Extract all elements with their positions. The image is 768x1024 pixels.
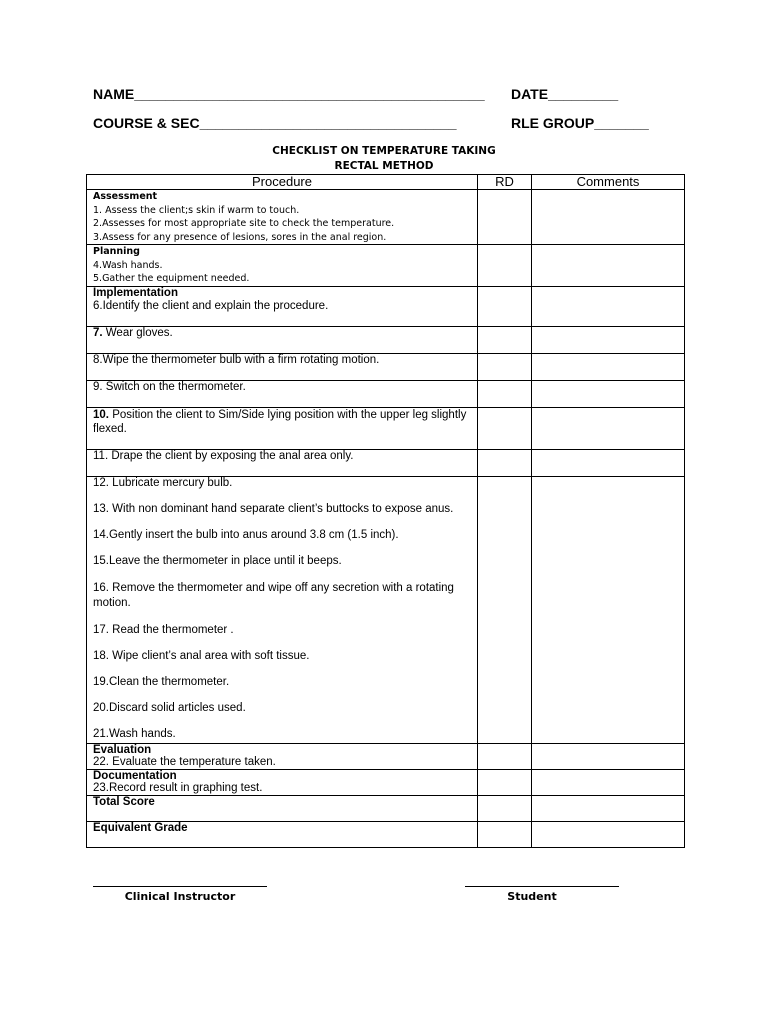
instructor-signature-line[interactable] — [93, 886, 267, 887]
comments-cell[interactable] — [532, 476, 685, 743]
procedure-step: 9. Switch on the thermometer. — [87, 380, 478, 407]
comments-cell[interactable] — [532, 190, 685, 245]
procedure-step: 3.Assess for any presence of lesions, sores in the anal region. — [93, 231, 387, 243]
comments-header: Comments — [532, 175, 685, 190]
rd-cell[interactable] — [478, 476, 532, 743]
comments-cell[interactable] — [532, 795, 685, 821]
comments-cell[interactable] — [532, 821, 685, 847]
procedure-step: 8.Wipe the thermometer bulb with a firm rotating motion. — [87, 353, 478, 380]
comments-cell[interactable] — [532, 326, 685, 353]
procedure-step: 19.Clean the thermometer. — [93, 675, 230, 688]
planning-cell — [87, 245, 478, 287]
procedure-step: 4.Wash hands. — [93, 259, 163, 271]
table-row — [87, 245, 685, 287]
implementation-heading: Implementation — [93, 286, 178, 299]
comments-cell[interactable] — [532, 245, 685, 287]
documentation-cell — [87, 769, 478, 795]
table-row — [87, 821, 685, 847]
procedure-step: 2.Assesses for most appropriate site to check the temperature. — [93, 218, 395, 229]
procedure-step: 23.Record result in graphing test. — [93, 781, 263, 794]
table-row — [87, 407, 685, 449]
procedure-step: 14.Gently insert the bulb into anus around 3.8 cm (1.5 inch). — [93, 528, 399, 541]
procedure-header: Procedure — [87, 175, 478, 190]
procedure-step: 20.Discard solid articles used. — [93, 701, 246, 714]
rle-label: RLE GROUP — [511, 115, 595, 131]
table-header-row — [87, 175, 685, 190]
rd-cell[interactable] — [478, 795, 532, 821]
planning-heading: Planning — [93, 246, 140, 257]
procedure-step: 11. Drape the client by exposing the anal area only. — [87, 449, 478, 476]
procedure-step: 1. Assess the client;s skin if warm to touch. — [93, 204, 300, 216]
rd-cell[interactable] — [478, 190, 532, 245]
rd-cell[interactable] — [478, 769, 532, 795]
procedure-step: 7. Wear gloves. — [87, 326, 478, 353]
procedure-step: 15.Leave the thermometer in place until it beeps. — [93, 554, 342, 567]
course-blank: _________________________________ — [199, 115, 457, 131]
instructor-signature-label: Clinical Instructor — [124, 890, 236, 903]
course-section-field[interactable] — [93, 115, 457, 131]
student-signature-line[interactable] — [465, 886, 619, 887]
table-row — [87, 743, 685, 769]
rd-header: RD — [478, 175, 532, 190]
name-field[interactable] — [93, 86, 485, 102]
table-row — [87, 795, 685, 821]
equivalent-grade-label: Equivalent Grade — [87, 821, 478, 847]
procedure-step: 22. Evaluate the temperature taken. — [93, 755, 276, 768]
procedure-step: 5.Gather the equipment needed. — [93, 273, 250, 284]
comments-cell[interactable] — [532, 407, 685, 449]
rd-cell[interactable] — [478, 821, 532, 847]
comments-cell[interactable] — [532, 743, 685, 769]
assessment-heading: Assessment — [93, 191, 158, 202]
table-row — [87, 353, 685, 380]
documentation-heading: Documentation — [93, 769, 177, 782]
total-score-label: Total Score — [87, 795, 478, 821]
procedure-step: 6.Identify the client and explain the procedure. — [93, 299, 329, 312]
procedure-step: 21.Wash hands. — [93, 727, 176, 740]
assessment-cell — [87, 190, 478, 245]
rd-cell[interactable] — [478, 743, 532, 769]
checklist-table — [86, 174, 685, 848]
table-row — [87, 190, 685, 245]
name-label: NAME — [93, 86, 135, 102]
comments-cell[interactable] — [532, 286, 685, 326]
date-blank: _________ — [548, 86, 619, 102]
table-row — [87, 326, 685, 353]
procedure-step: 10. Position the client to Sim/Side lying position with the upper leg slightly flexed. — [87, 407, 478, 449]
comments-cell[interactable] — [532, 353, 685, 380]
table-row — [87, 286, 685, 326]
table-row — [87, 380, 685, 407]
procedure-step: 12. Lubricate mercury bulb. — [93, 476, 233, 489]
rd-cell[interactable] — [478, 245, 532, 287]
table-row — [87, 476, 685, 743]
table-row — [87, 769, 685, 795]
comments-cell[interactable] — [532, 380, 685, 407]
student-signature-label: Student — [507, 890, 557, 903]
document-subtitle: RECTAL METHOD — [334, 160, 434, 172]
date-label: DATE — [511, 86, 549, 102]
evaluation-cell — [87, 743, 478, 769]
procedure-step: 17. Read the thermometer . — [93, 623, 234, 636]
comments-cell[interactable] — [532, 449, 685, 476]
rle-group-field[interactable] — [511, 115, 649, 131]
rd-cell[interactable] — [478, 407, 532, 449]
implementation-cell — [87, 286, 478, 326]
name-blank: _____________________________________________ — [134, 86, 485, 102]
document-title: CHECKLIST ON TEMPERATURE TAKING — [272, 145, 496, 157]
rd-cell[interactable] — [478, 326, 532, 353]
table-row — [87, 449, 685, 476]
rd-cell[interactable] — [478, 449, 532, 476]
rd-cell[interactable] — [478, 380, 532, 407]
rd-cell[interactable] — [478, 353, 532, 380]
procedure-step: 16. Remove the thermometer and wipe off any secretion with a rotating motion. — [93, 581, 454, 609]
course-label: COURSE & SEC — [93, 115, 200, 131]
procedure-step-group — [87, 476, 478, 743]
date-field[interactable] — [511, 86, 618, 102]
procedure-step: 13. With non dominant hand separate client’s buttocks to expose anus. — [93, 502, 454, 515]
rle-blank: _______ — [594, 115, 649, 131]
comments-cell[interactable] — [532, 769, 685, 795]
procedure-step: 18. Wipe client’s anal area with soft tissue. — [93, 649, 310, 662]
evaluation-heading: Evaluation — [93, 743, 152, 756]
rd-cell[interactable] — [478, 286, 532, 326]
